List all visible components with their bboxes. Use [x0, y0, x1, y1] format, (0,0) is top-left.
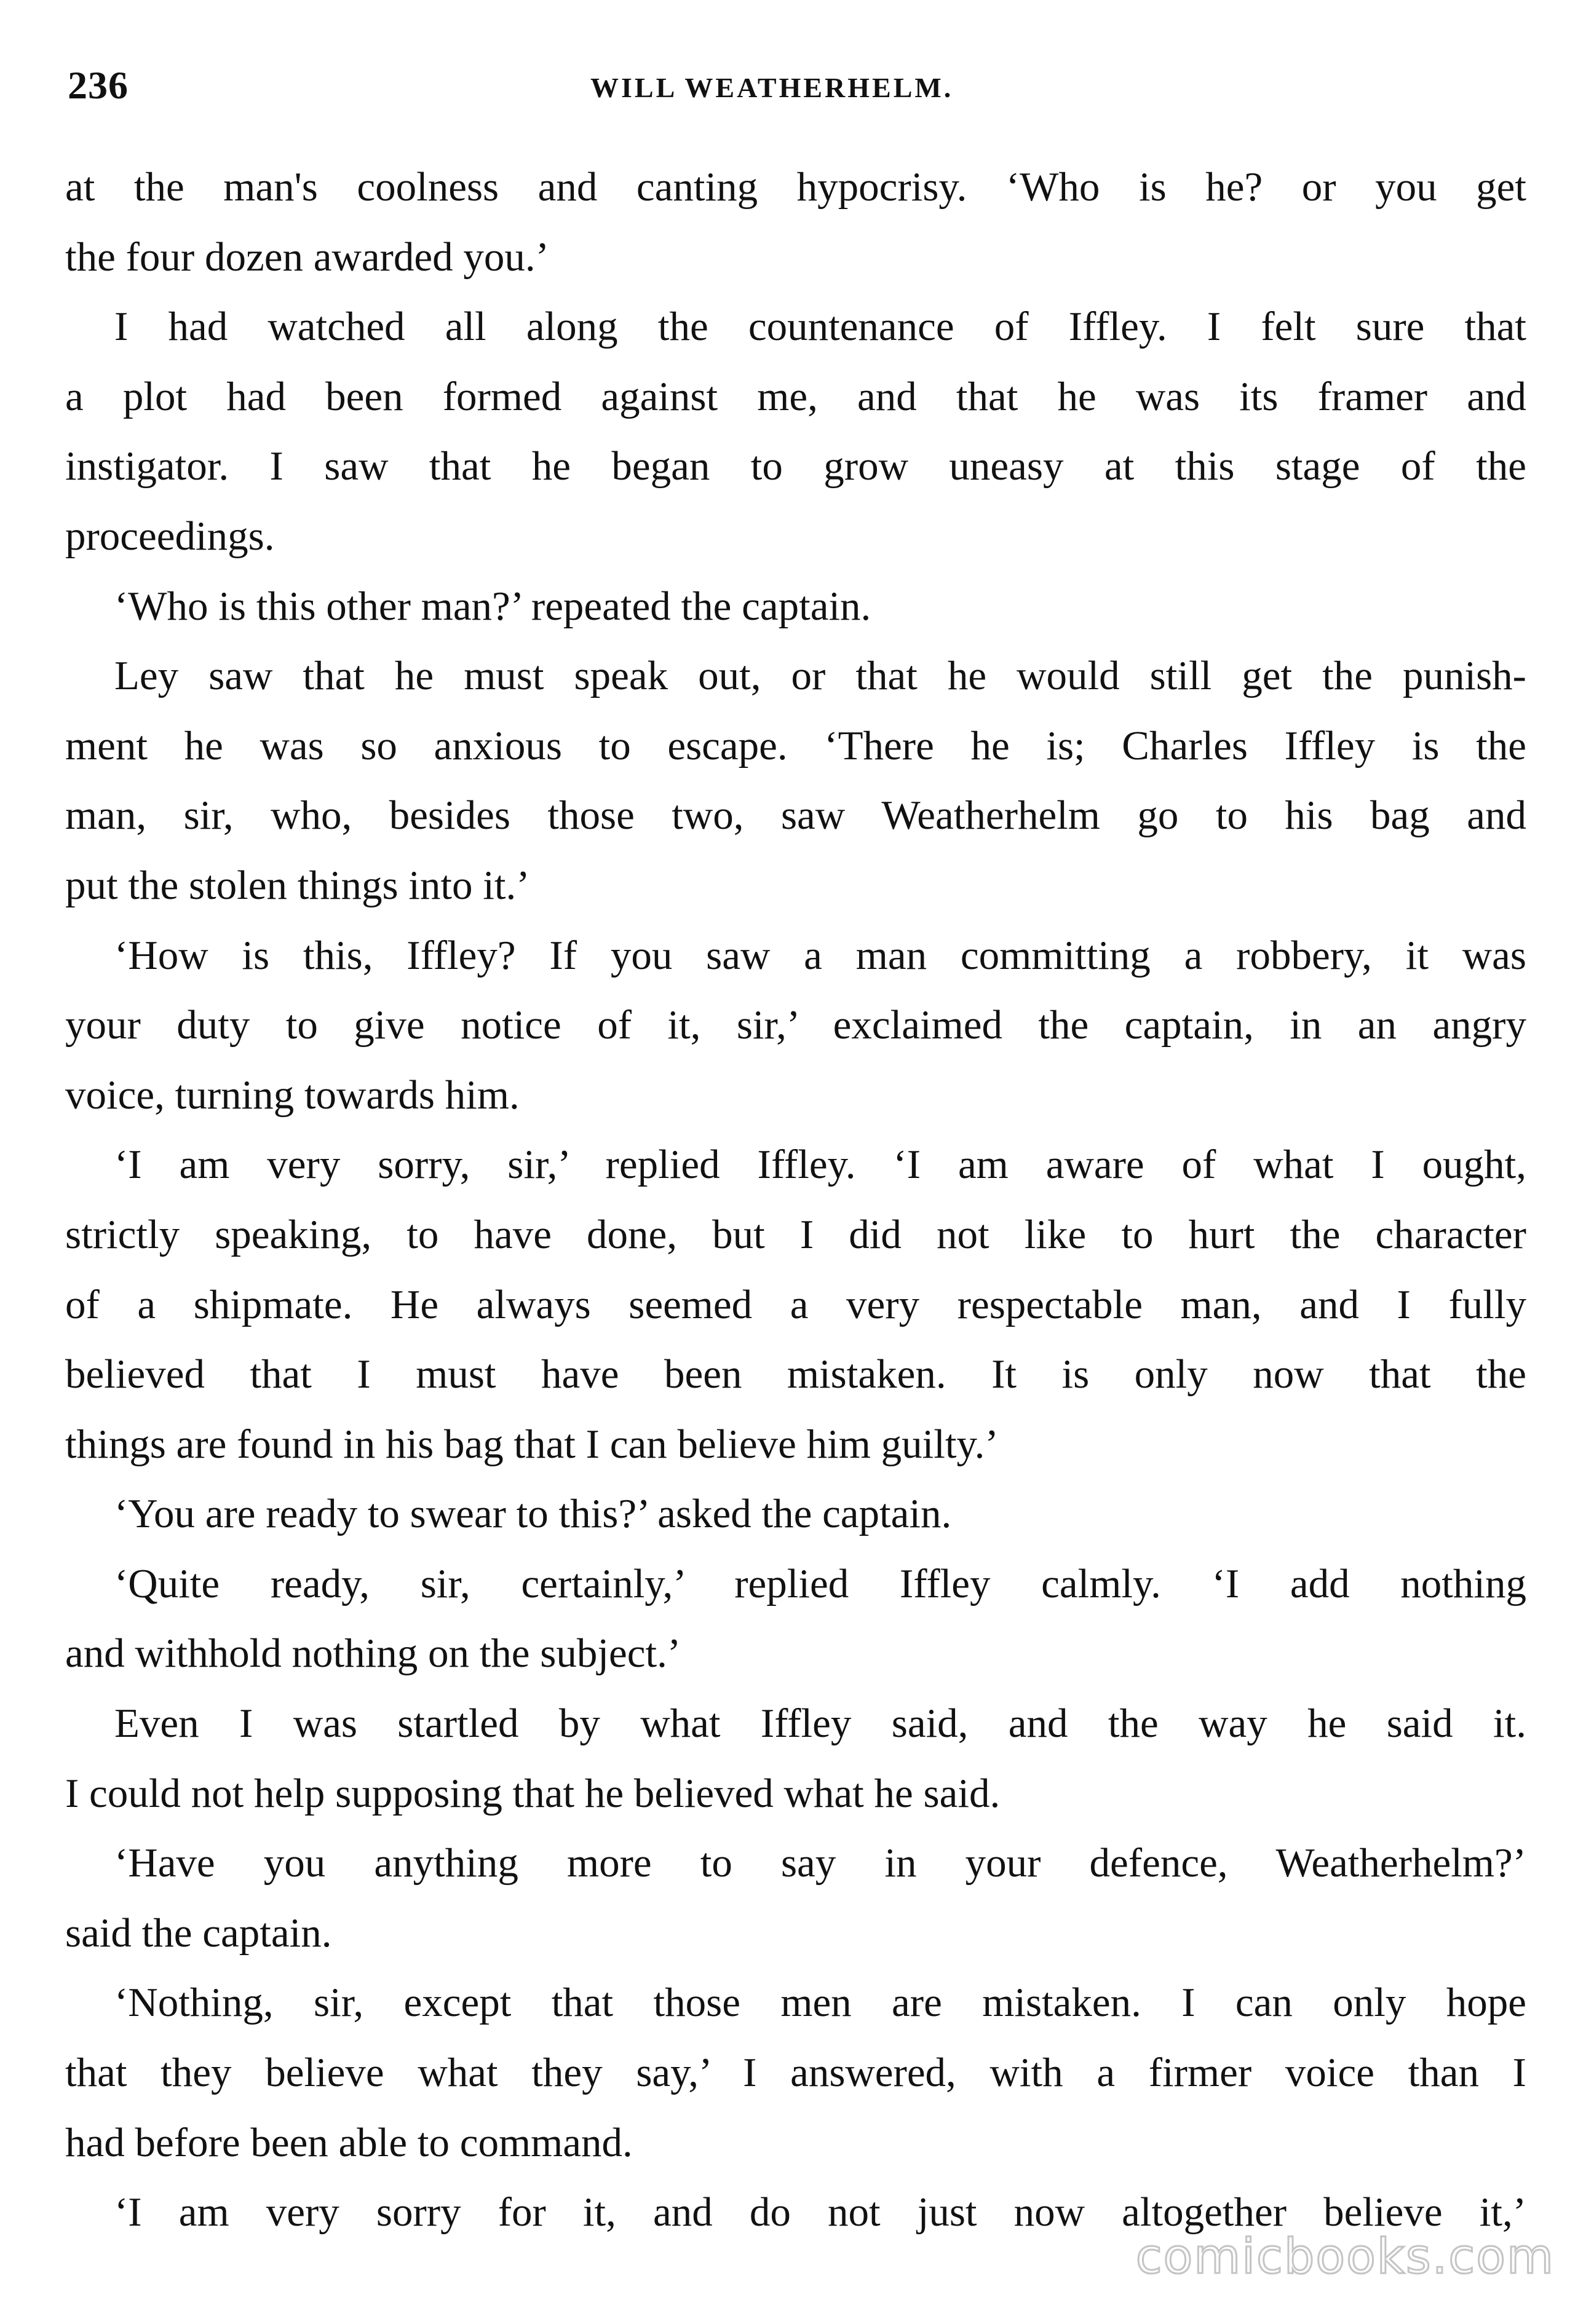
page-number: 236 [68, 63, 129, 107]
text-line: at the man's coolness and canting hypocrisy. ‘Who is he? or you get [65, 164, 1526, 210]
text-line: ‘You are ready to swear to this?’ asked the captain. [114, 1491, 952, 1537]
text-line: ‘Who is this other man?’ repeated the captain. [114, 583, 871, 629]
text-line: the four dozen awarded you.’ [65, 234, 549, 280]
text-line: ‘How is this, Iffley? If you saw a man committing a robbery, it was [114, 932, 1526, 978]
text-line: ‘I am very sorry for it, and do not just now altogether believe it,’ [114, 2189, 1526, 2235]
text-line: ‘I am very sorry, sir,’ replied Iffley. ‘I am aware of what I ought, [114, 1142, 1526, 1188]
text-line: said the captain. [65, 1910, 332, 1956]
text-line: proceedings. [65, 513, 275, 559]
running-title: WILL WEATHERHELM. [590, 72, 954, 103]
text-line: man, sir, who, besides those two, saw Weatherhelm go to his bag and [65, 792, 1526, 839]
text-line: Even I was startled by what Iffley said, and the way he said it. [114, 1701, 1526, 1747]
text-line: strictly speaking, to have done, but I did not like to hurt the character [65, 1211, 1526, 1257]
text-line: your duty to give notice of it, sir,’ exclaimed the captain, in an angry [65, 1002, 1526, 1048]
text-line: I could not help supposing that he believed what he said. [65, 1770, 1001, 1816]
text-line: that they believe what they say,’ I answered, with a firmer voice than I [65, 2050, 1526, 2096]
text-line: and withhold nothing on the subject.’ [65, 1630, 681, 1677]
text-line: Ley saw that he must speak out, or that he would still get the punish- [114, 653, 1526, 699]
watermark: comicbooks.com [1135, 2229, 1555, 2285]
text-line: ment he was so anxious to escape. ‘There he is; Charles Iffley is the [65, 722, 1526, 769]
text-line: things are found in his bag that I can believe him guilty.’ [65, 1421, 999, 1467]
text-line: voice, turning towards him. [65, 1072, 520, 1118]
text-line: believed that I must have been mistaken. It is only now that the [65, 1351, 1526, 1397]
page-header [68, 63, 1525, 112]
text-line: a plot had been formed against me, and that he was its framer and [65, 373, 1526, 419]
text-line: of a shipmate. He always seemed a very respectable man, and I fully [65, 1281, 1526, 1327]
text-line: ‘Have you anything more to say in your defence, Weatherhelm?’ [114, 1840, 1526, 1886]
body-text [65, 152, 1526, 2248]
text-line: instigator. I saw that he began to grow uneasy at this stage of the [65, 443, 1526, 489]
text-line: had before been able to command. [65, 2119, 633, 2165]
text-line: put the stolen things into it.’ [65, 862, 530, 908]
text-line: I had watched all along the countenance of Iffley. I felt sure that [114, 304, 1526, 350]
text-line: ‘Nothing, sir, except that those men are mistaken. I can only hope [114, 1980, 1526, 2026]
text-line: ‘Quite ready, sir, certainly,’ replied Iffley calmly. ‘I add nothing [114, 1560, 1526, 1607]
